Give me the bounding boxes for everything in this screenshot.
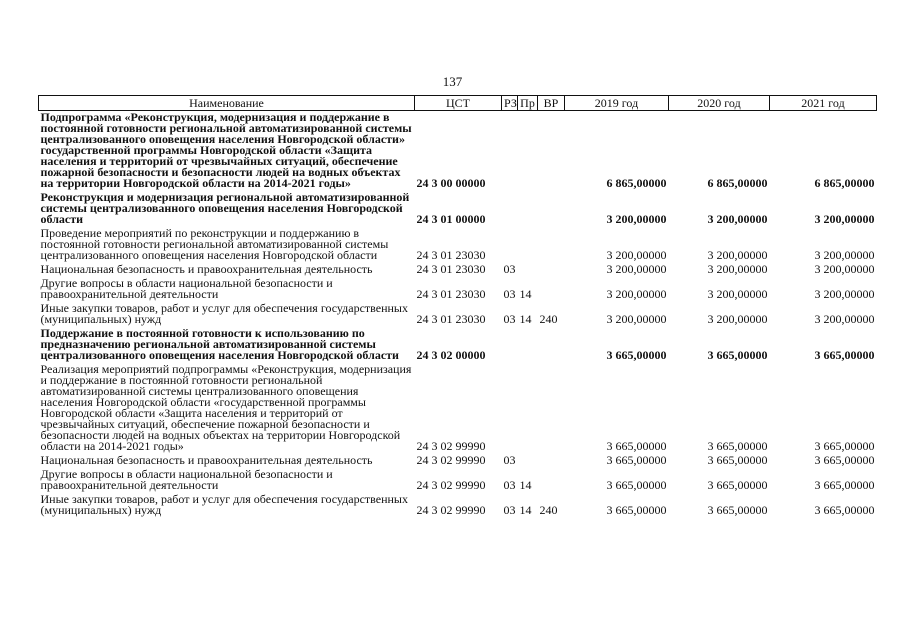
row-name: Проведение мероприятий по реконструкции и поддержанию в постоянной готовности региональной автоматизированной системы централизованного оповещения населения Новгородской области: [40, 226, 389, 262]
row-2020: 3 665,00000: [707, 478, 768, 492]
row-code: 24 3 02 99990: [416, 478, 486, 492]
row-name: Национальная безопасность и правоохранительная деятельность: [40, 453, 373, 467]
row-2019: 3 665,00000: [606, 478, 667, 492]
row-name: Иные закупки товаров, работ и услуг для обеспечения государственных (муниципальных) нужд: [40, 301, 408, 326]
header-vr: ВР: [538, 96, 565, 111]
row-2021: 3 665,00000: [814, 439, 875, 453]
row-vr: [538, 111, 565, 192]
row-rz: [502, 363, 518, 454]
table-row: [39, 468, 877, 493]
table-row: [39, 454, 877, 468]
row-2021: 3 665,00000: [814, 453, 875, 467]
row-pr: 14: [519, 478, 532, 492]
header-2020: 2020 год: [669, 96, 770, 111]
row-rz: [502, 227, 518, 263]
row-code: 24 3 01 23030: [416, 312, 486, 326]
row-rz: [502, 111, 518, 192]
header-pr: Пр: [518, 96, 538, 111]
row-code: 24 3 01 23030: [416, 248, 486, 262]
row-code: 24 3 02 99990: [416, 439, 486, 453]
row-pr: [518, 327, 538, 363]
row-code: 24 3 02 99990: [416, 503, 486, 517]
row-2020: 3 665,00000: [707, 348, 768, 362]
row-name: Национальная безопасность и правоохранительная деятельность: [40, 262, 373, 276]
row-vr: [538, 191, 565, 227]
row-vr: [538, 327, 565, 363]
table-row: [39, 493, 877, 518]
budget-table: [38, 95, 877, 518]
row-2019: 3 665,00000: [606, 439, 667, 453]
table-body: [39, 111, 877, 519]
row-pr: 14: [519, 287, 532, 301]
row-rz: 03: [503, 262, 516, 276]
table-row: [39, 263, 877, 277]
row-2021: 3 200,00000: [814, 212, 875, 226]
row-2021: 3 200,00000: [814, 262, 875, 276]
row-2019: 3 200,00000: [606, 312, 667, 326]
row-vr: [538, 468, 565, 493]
row-2019: 6 865,00000: [606, 176, 667, 190]
row-name: Подпрограмма «Реконструкция, модернизация и поддержание в постоянной готовности региональной автоматизированной системы централизованного оповещения населения Новгородской области» государственной программы Новгородской области «Защита населения и территорий от чрезвычайных ситуаций, обеспечение пожарной безопасности и безопасности людей на водных объектах на территории Новгородской области на 2014-2021 годы»: [40, 110, 412, 190]
header-2019: 2019 год: [565, 96, 669, 111]
row-vr: [538, 277, 565, 302]
table-row: [39, 277, 877, 302]
row-pr: [518, 454, 538, 468]
row-pr: 14: [519, 503, 532, 517]
row-pr: [518, 363, 538, 454]
row-name: Реконструкция и модернизация региональной автоматизированной системы централизованного оповещения населения Новгородской области: [40, 190, 410, 226]
row-code: 24 3 01 00000: [416, 212, 486, 226]
table-row: [39, 191, 877, 227]
row-2021: 6 865,00000: [814, 176, 875, 190]
row-2020: 3 200,00000: [707, 248, 768, 262]
row-pr: [518, 263, 538, 277]
row-rz: 03: [503, 478, 516, 492]
row-2021: 3 665,00000: [814, 348, 875, 362]
table-header: [39, 96, 877, 111]
row-code: 24 3 01 23030: [416, 262, 486, 276]
row-pr: [518, 111, 538, 192]
row-2021: 3 665,00000: [814, 478, 875, 492]
row-2019: 3 200,00000: [606, 287, 667, 301]
row-rz: 03: [503, 287, 516, 301]
row-rz: 03: [503, 312, 516, 326]
row-vr: 240: [539, 312, 558, 326]
row-2020: 3 200,00000: [707, 212, 768, 226]
row-vr: [538, 363, 565, 454]
row-name: Поддержание в постоянной готовности к использованию по предназначению региональной автоматизированной системы централизованного оповещения населения Новгородской области: [40, 326, 399, 362]
row-pr: 14: [519, 312, 532, 326]
row-vr: [538, 263, 565, 277]
row-2020: 3 665,00000: [707, 503, 768, 517]
row-code: 24 3 01 23030: [416, 287, 486, 301]
header-name: Наименование: [39, 96, 415, 111]
row-2020: 6 865,00000: [707, 176, 768, 190]
row-2019: 3 200,00000: [606, 212, 667, 226]
row-vr: 240: [539, 503, 558, 517]
row-2019: 3 200,00000: [606, 248, 667, 262]
row-code: 24 3 02 00000: [416, 348, 486, 362]
row-name: Реализация мероприятий подпрограммы «Реконструкция, модернизация и поддержание в постоянной готовности региональной автоматизированной системы централизованного оповещения населения Новгородской области «государственной программы Новгородской области «Защита населения и территорий от чрезвычайных ситуаций, обеспечение пожарной безопасности и безопасности людей на водных объектах на территории Новгородской области на 2014-2021 годы»: [40, 362, 412, 453]
table-row: [39, 327, 877, 363]
page-number: 137: [442, 74, 463, 89]
header-rz: РЗ: [502, 96, 518, 111]
row-name: Иные закупки товаров, работ и услуг для обеспечения государственных (муниципальных) нужд: [40, 492, 408, 517]
row-pr: [518, 191, 538, 227]
row-code: 24 3 00 00000: [416, 176, 486, 190]
row-pr: [518, 227, 538, 263]
header-2021: 2021 год: [770, 96, 877, 111]
row-rz: [502, 327, 518, 363]
row-rz: 03: [503, 503, 516, 517]
table-row: [39, 227, 877, 263]
row-vr: [538, 227, 565, 263]
row-2020: 3 200,00000: [707, 312, 768, 326]
row-name: Другие вопросы в области национальной безопасности и правоохранительной деятельности: [40, 276, 333, 301]
row-vr: [538, 454, 565, 468]
table-row: [39, 111, 877, 192]
row-rz: 03: [503, 453, 516, 467]
row-code: 24 3 02 99990: [416, 453, 486, 467]
row-2021: 3 200,00000: [814, 248, 875, 262]
row-2020: 3 200,00000: [707, 262, 768, 276]
table-row: [39, 302, 877, 327]
header-code: ЦСТ: [415, 96, 502, 111]
row-2021: 3 200,00000: [814, 287, 875, 301]
row-2020: 3 200,00000: [707, 287, 768, 301]
row-2021: 3 665,00000: [814, 503, 875, 517]
row-2019: 3 200,00000: [606, 262, 667, 276]
row-2019: 3 665,00000: [606, 453, 667, 467]
row-2021: 3 200,00000: [814, 312, 875, 326]
row-name: Другие вопросы в области национальной безопасности и правоохранительной деятельности: [40, 467, 333, 492]
row-rz: [502, 191, 518, 227]
row-2020: 3 665,00000: [707, 439, 768, 453]
table-row: [39, 363, 877, 454]
row-2019: 3 665,00000: [606, 348, 667, 362]
row-2019: 3 665,00000: [606, 503, 667, 517]
row-2020: 3 665,00000: [707, 453, 768, 467]
